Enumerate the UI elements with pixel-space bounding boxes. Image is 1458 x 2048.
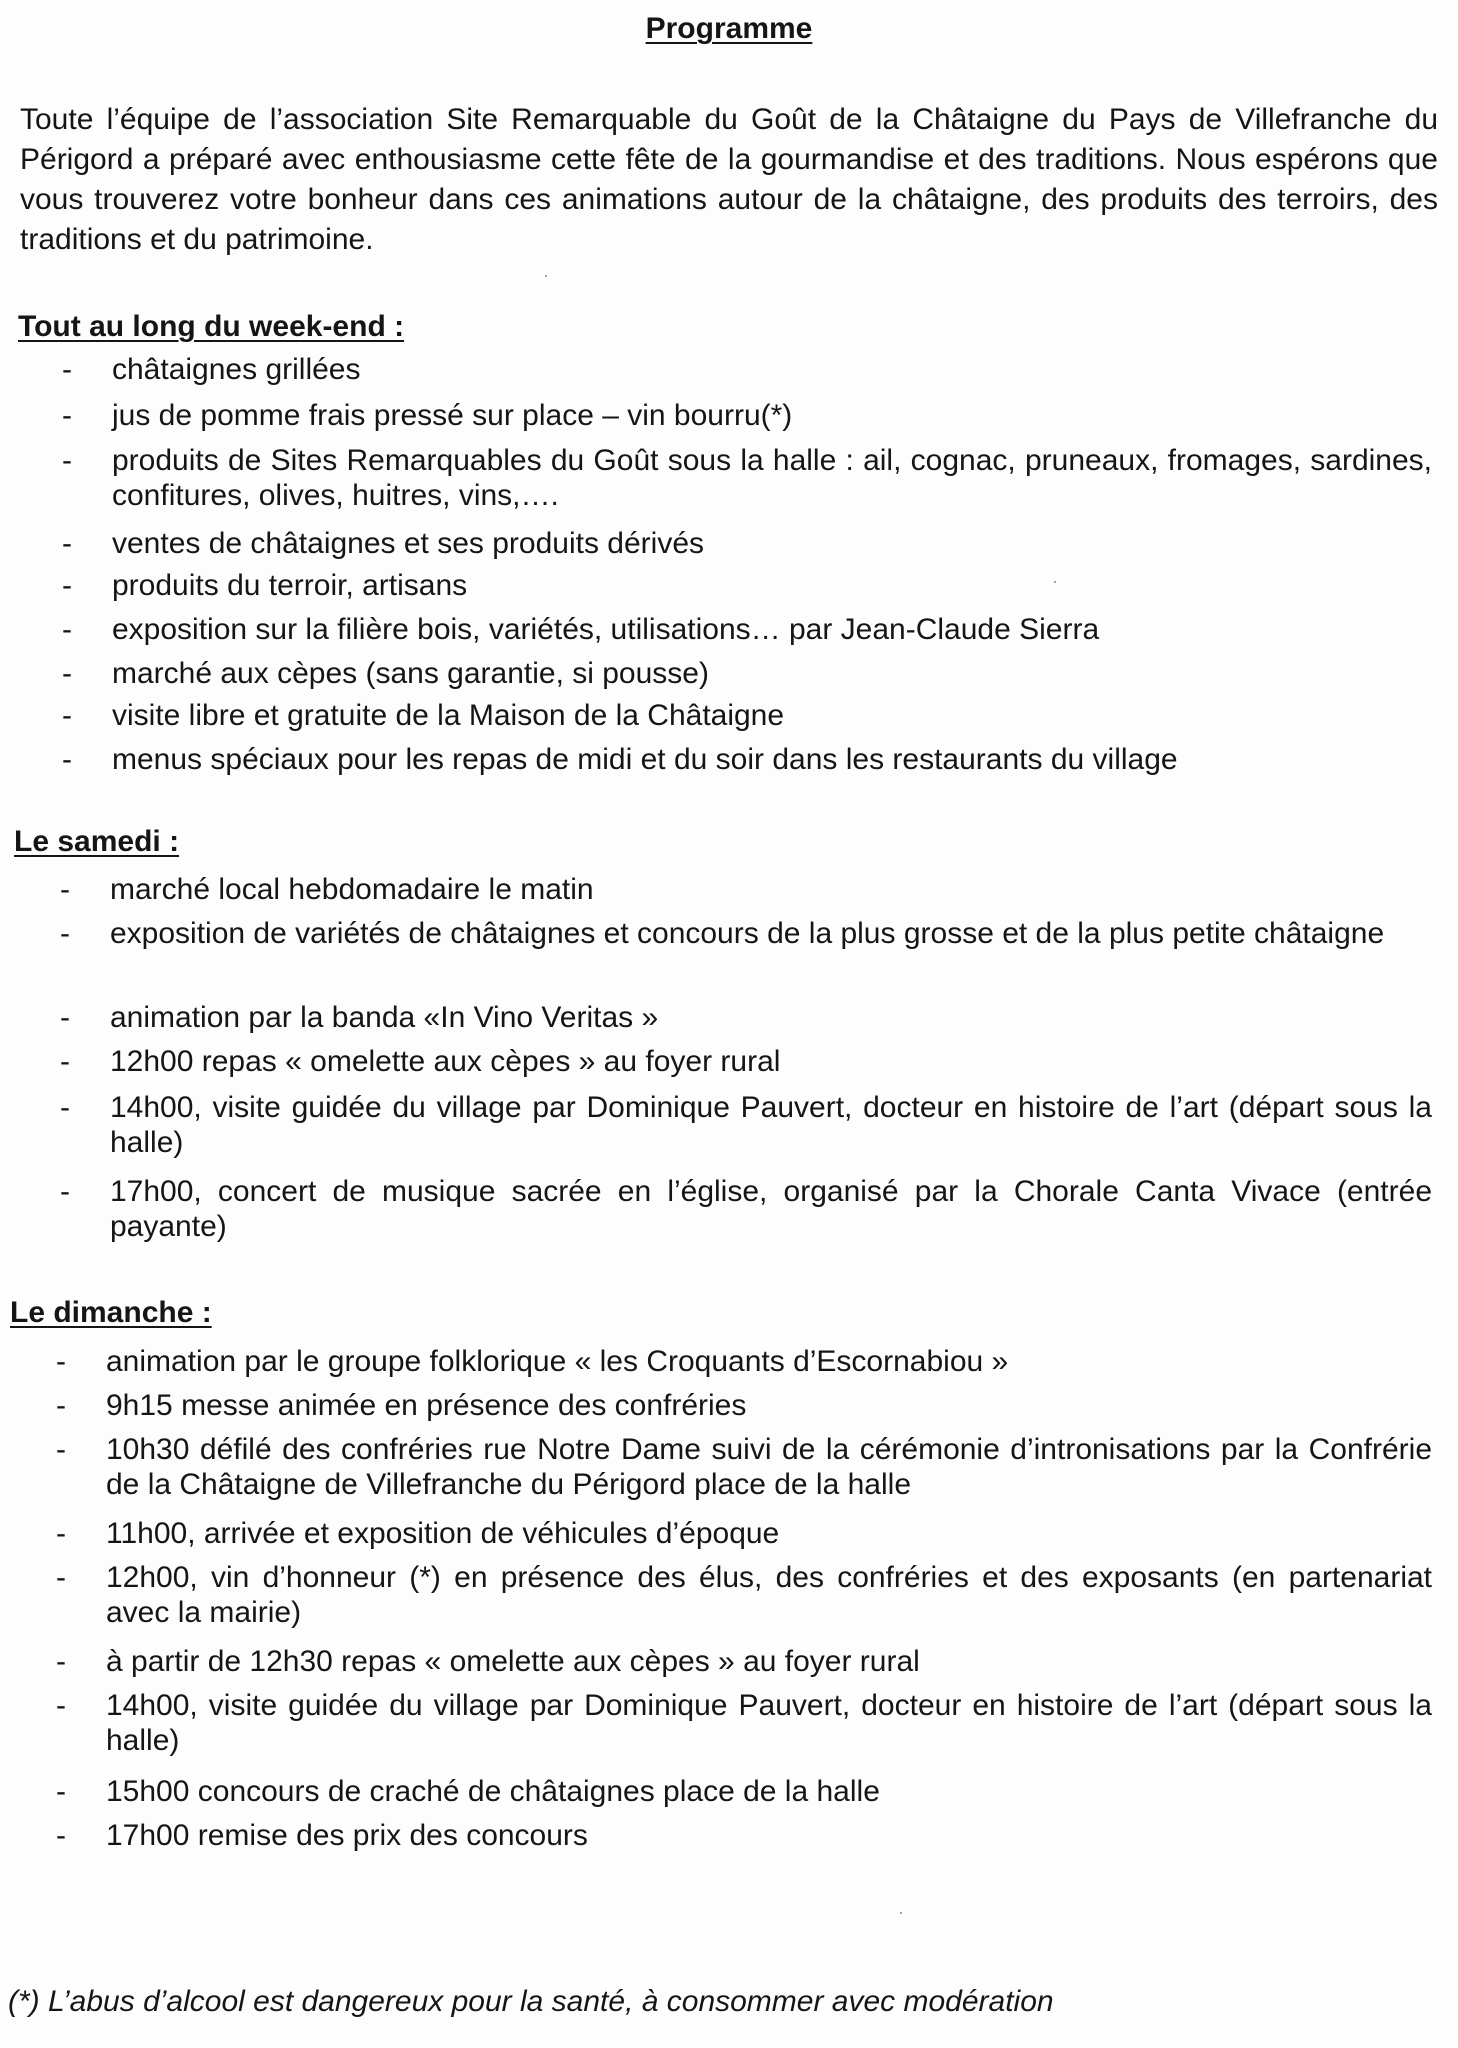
list-item [56, 1688, 1432, 1758]
list-item-text: 17h00, concert de musique sacrée en l’église, organisé par la Chorale Canta Vivace (entrée payante) [110, 1175, 1432, 1243]
list-item-text: jus de pomme frais pressé sur place – vin bourru(*) [112, 399, 793, 432]
list-item [62, 612, 1432, 647]
scan-speck [1054, 581, 1056, 583]
list-item-text: à partir de 12h30 repas « omelette aux cèpes » au foyer rural [106, 1645, 920, 1678]
bullet-dash: - [60, 917, 70, 950]
list-item [62, 443, 1432, 513]
list-item [62, 742, 1432, 777]
bullet-dash: - [56, 1645, 66, 1678]
bullet-dash: - [56, 1819, 66, 1852]
list-item-text: ventes de châtaignes et ses produits dérivés [112, 527, 705, 560]
list-item [60, 1000, 1432, 1035]
footnote: (*) L’abus d’alcool est dangereux pour la santé, à consommer avec modération [8, 1985, 1054, 2018]
list-item [60, 1044, 1432, 1079]
list-item-text: animation par le groupe folklorique « les Croquants d’Escornabiou » [106, 1345, 1009, 1378]
list-item [56, 1560, 1432, 1630]
list-item-text: 17h00 remise des prix des concours [106, 1819, 588, 1852]
list-item [56, 1644, 1432, 1679]
list-item-text: produits du terroir, artisans [112, 569, 468, 602]
list-item-text: 12h00, vin d’honneur (*) en présence des élus, des confréries et des exposants (en partenariat avec la mairie) [106, 1561, 1432, 1629]
list-item-text: 14h00, visite guidée du village par Dominique Pauvert, docteur en histoire de l’art (départ sous la halle) [110, 1091, 1432, 1159]
dimanche-heading: Le dimanche : [10, 1296, 212, 1329]
bullet-dash: - [60, 1175, 70, 1208]
list-item-text: 11h00, arrivée et exposition de véhicules d’époque [106, 1517, 780, 1550]
list-item-text: animation par la banda «In Vino Veritas » [110, 1001, 659, 1034]
list-item-text: 10h30 défilé des confréries rue Notre Dame suivi de la cérémonie d’intronisations par la Confrérie de la Châtaigne de Villefranche du Périgord place de la halle [106, 1433, 1432, 1501]
weekend-heading: Tout au long du week-end : [18, 310, 405, 343]
list-item-text: menus spéciaux pour les repas de midi et du soir dans les restaurants du village [112, 743, 1178, 776]
bullet-dash: - [60, 1001, 70, 1034]
list-item [56, 1388, 1432, 1423]
bullet-dash: - [56, 1389, 66, 1422]
bullet-dash: - [56, 1561, 66, 1594]
list-item [56, 1818, 1432, 1853]
bullet-dash: - [62, 399, 72, 432]
list-item [56, 1774, 1432, 1809]
list-item-text: 14h00, visite guidée du village par Dominique Pauvert, docteur en histoire de l’art (départ sous la halle) [106, 1689, 1432, 1757]
samedi-heading: Le samedi : [14, 825, 180, 858]
bullet-dash: - [56, 1775, 66, 1808]
list-item-text: marché local hebdomadaire le matin [110, 873, 594, 906]
list-item [60, 916, 1432, 951]
list-item [56, 1516, 1432, 1551]
list-item-text: exposition sur la filière bois, variétés, utilisations… par Jean-Claude Sierra [112, 613, 1100, 646]
list-item [62, 398, 1432, 433]
bullet-dash: - [62, 699, 72, 732]
list-item [62, 526, 1432, 561]
list-item [56, 1432, 1432, 1502]
bullet-dash: - [62, 353, 72, 386]
list-item [56, 1344, 1432, 1379]
list-item-text: marché aux cèpes (sans garantie, si pousse) [112, 657, 709, 690]
list-item [62, 568, 1432, 603]
list-item [60, 872, 1432, 907]
list-item [60, 1090, 1432, 1160]
bullet-dash: - [60, 1045, 70, 1078]
list-item [62, 656, 1432, 691]
scan-speck [545, 275, 547, 277]
bullet-dash: - [60, 1091, 70, 1124]
list-item-text: exposition de variétés de châtaignes et concours de la plus grosse et de la plus petite châtaigne [110, 917, 1385, 950]
intro-paragraph: Toute l’équipe de l’association Site Remarquable du Goût de la Châtaigne du Pays de Villefranche du Périgord a préparé avec enthousiasme cette fête de la gourmandise et des traditions. Nous espérons que vous trouverez votre bonheur dans ces animations autour de la châtaigne, des produits des terroirs, des traditions et du patrimoine. [20, 103, 1438, 256]
page-title: Programme [645, 12, 813, 45]
list-item [60, 1174, 1432, 1244]
bullet-dash: - [62, 527, 72, 560]
bullet-dash: - [60, 873, 70, 906]
bullet-dash: - [62, 569, 72, 602]
list-item-text: 15h00 concours de craché de châtaignes place de la halle [106, 1775, 880, 1808]
list-item [62, 698, 1432, 733]
bullet-dash: - [62, 657, 72, 690]
list-item-text: châtaignes grillées [112, 353, 361, 386]
bullet-dash: - [56, 1345, 66, 1378]
bullet-dash: - [56, 1689, 66, 1722]
scan-speck [900, 1912, 902, 1914]
bullet-dash: - [56, 1433, 66, 1466]
list-item-text: 9h15 messe animée en présence des confréries [106, 1389, 747, 1422]
list-item-text: produits de Sites Remarquables du Goût sous la halle : ail, cognac, pruneaux, fromages, sardines, confitures, olives, huitres, vins,…. [112, 444, 1432, 512]
list-item-text: visite libre et gratuite de la Maison de la Châtaigne [112, 699, 785, 732]
bullet-dash: - [62, 444, 72, 477]
list-item-text: 12h00 repas « omelette aux cèpes » au foyer rural [110, 1045, 781, 1078]
list-item [62, 352, 1432, 387]
bullet-dash: - [62, 613, 72, 646]
bullet-dash: - [62, 743, 72, 776]
bullet-dash: - [56, 1517, 66, 1550]
